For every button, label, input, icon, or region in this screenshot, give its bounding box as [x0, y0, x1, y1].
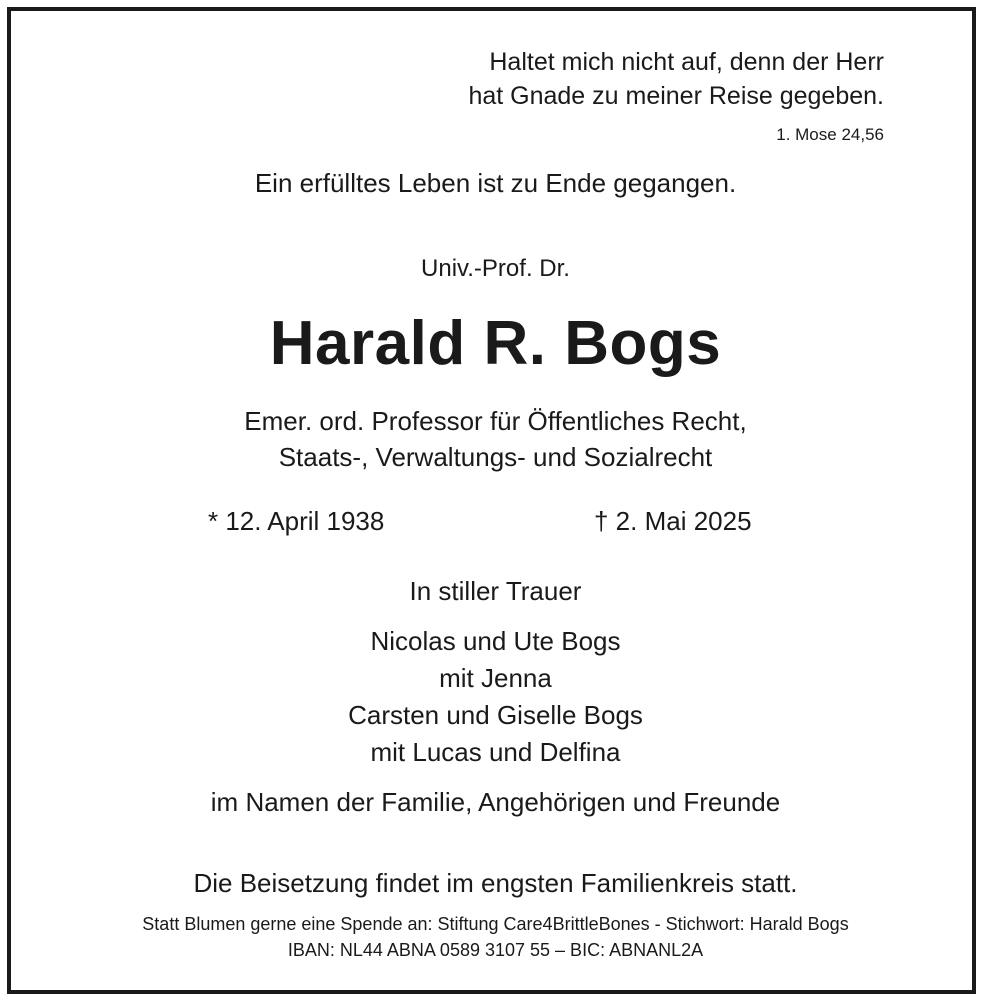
deceased-name: Harald R. Bogs: [269, 309, 722, 378]
mourner-line: mit Lucas und Delfina: [370, 737, 621, 767]
verse-line-1: Haltet mich nicht auf, denn der Herr: [489, 48, 884, 76]
donation-line-1: Statt Blumen gerne eine Spende an: Stiftung Care4BrittleBones - Stichwort: Harald Bogs: [142, 914, 849, 934]
verse-line-2: hat Gnade zu meiner Reise gegeben.: [468, 82, 884, 110]
donation-line-2: IBAN: NL44 ABNA 0589 3107 55 – BIC: ABNANL2A: [287, 940, 704, 960]
mourner-line: mit Jenna: [439, 663, 552, 693]
bible-verse: [468, 45, 884, 113]
profession-line-1: Emer. ord. Professor für Öffentliches Recht,: [244, 406, 747, 436]
mourner-line: Carsten und Giselle Bogs: [348, 700, 643, 730]
mourning-heading: In stiller Trauer: [409, 576, 582, 606]
obituary-frame: [7, 7, 976, 994]
funeral-note: Die Beisetzung findet im engsten Familienkreis statt.: [193, 868, 798, 898]
verse-reference: 1. Mose 24,56: [776, 125, 884, 144]
profession-line-2: Staats-, Verwaltungs- und Sozialrecht: [278, 442, 713, 472]
intro-text: Ein erfülltes Leben ist zu Ende gegangen.: [254, 168, 737, 198]
death-date: † 2. Mai 2025: [594, 506, 752, 536]
on-behalf-text: im Namen der Familie, Angehörigen und Freunde: [210, 787, 781, 817]
academic-title: Univ.-Prof. Dr.: [421, 255, 570, 282]
birth-date: * 12. April 1938: [208, 506, 385, 536]
mourner-line: Nicolas und Ute Bogs: [370, 626, 621, 656]
